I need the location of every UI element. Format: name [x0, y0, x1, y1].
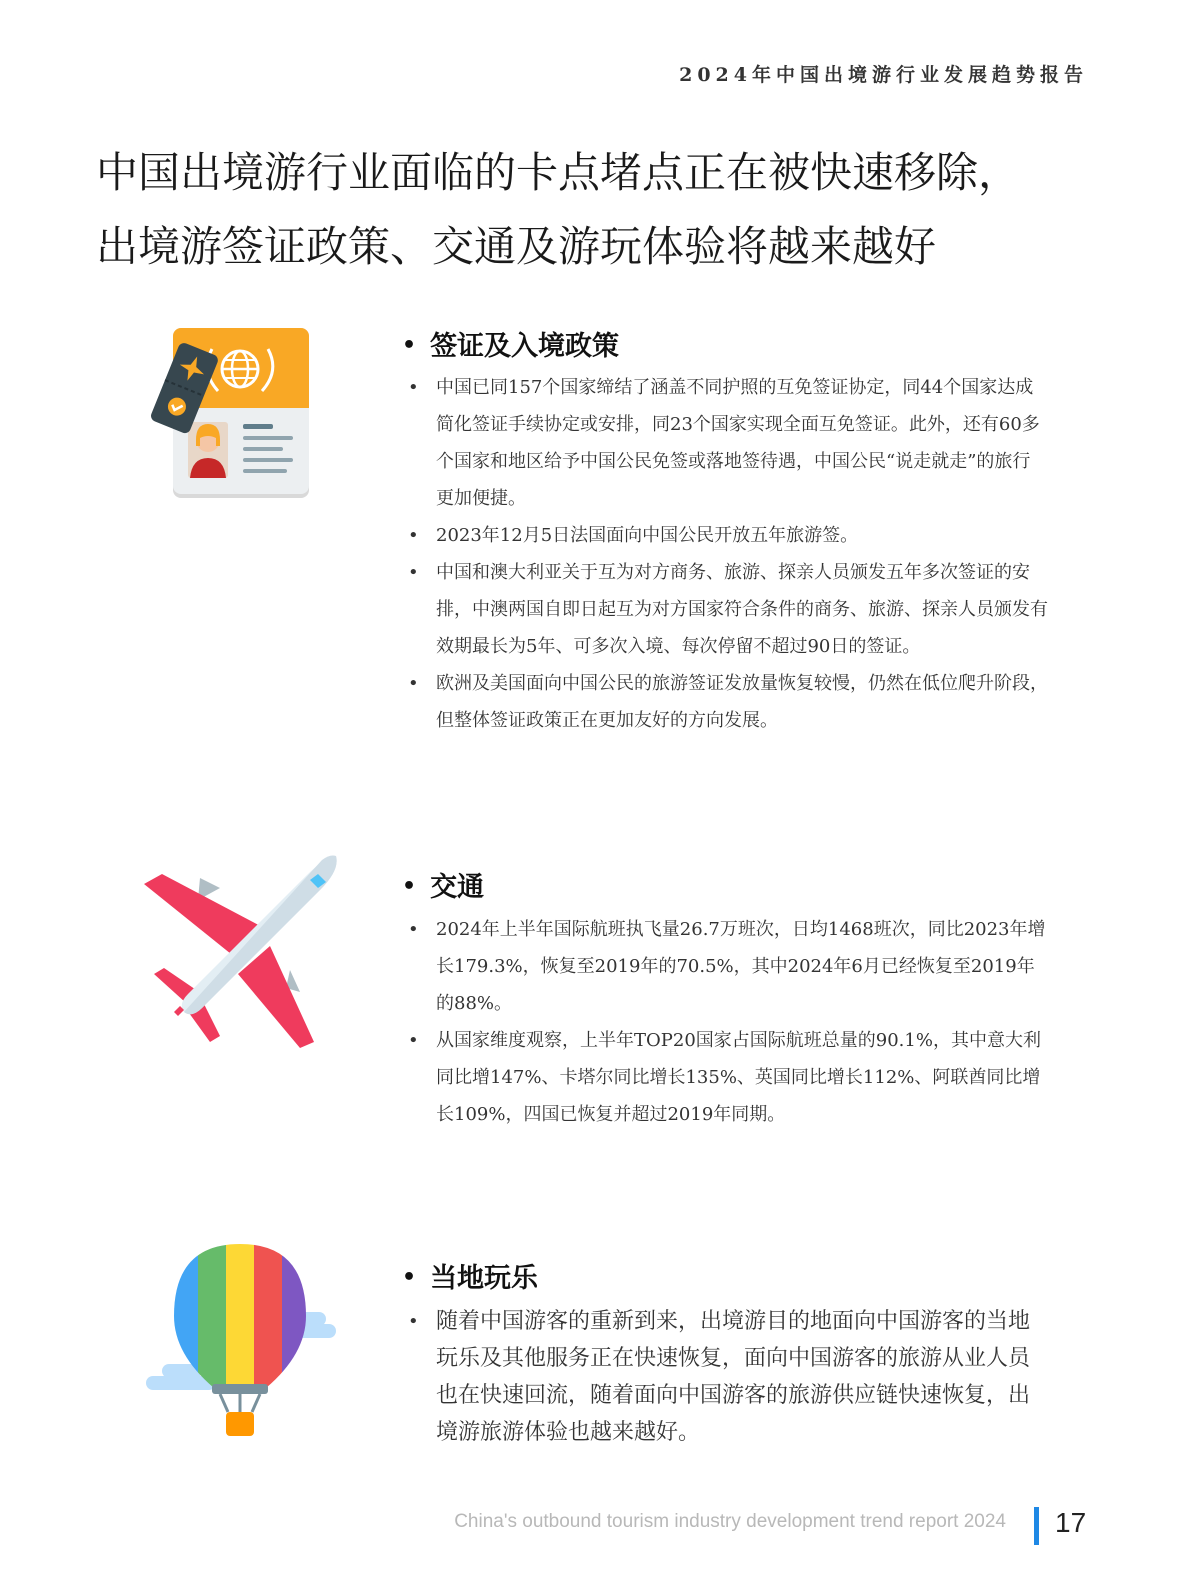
hot-air-balloon-icon	[140, 1240, 340, 1440]
list-item: • 中国和澳大利亚关于互为对方商务、旅游、探亲人员颁发五年多次签证的安排，中澳两国自即日起互为对方国家符合条件的商务、旅游、探亲人员颁发有效期最长为5年、可多次入境、每次停留不超过90日的签证。	[408, 554, 1048, 665]
page-title-line-1: 中国出境游行业面临的卡点堵点正在被快速移除，	[96, 148, 1021, 197]
bullet-list-local-fun	[408, 1303, 1048, 1451]
airplane-icon	[140, 850, 340, 1050]
page-footer	[0, 1507, 1184, 1547]
section-heading-visa: • 签证及入境政策	[402, 331, 620, 362]
page-title	[96, 136, 1096, 284]
bullet-list-transport	[408, 911, 1048, 1133]
footer-english-title: China's outbound tourism industry development trend report 2024	[454, 1511, 1006, 1532]
section-heading-local-fun: • 当地玩乐	[402, 1263, 539, 1294]
report-header: 2024年中国出境游行业发展趋势报告	[679, 64, 1088, 86]
list-item: • 2023年12月5日法国面向中国公民开放五年旅游签。	[408, 517, 1048, 554]
passport-icon	[140, 324, 315, 504]
list-item: • 欧洲及美国面向中国公民的旅游签证发放量恢复较慢，仍然在低位爬升阶段，但整体签证政策正在更加友好的方向发展。	[408, 665, 1048, 739]
list-item: • 2024年上半年国际航班执飞量26.7万班次，日均1468班次，同比2023年增长179.3%，恢复至2019年的70.5%，其中2024年6月已经恢复至2019年的88%。	[408, 911, 1048, 1022]
bullet-list-visa	[408, 369, 1048, 739]
list-item: • 从国家维度观察，上半年TOP20国家占国际航班总量的90.1%，其中意大利同比增147%、卡塔尔同比增长135%、英国同比增长112%、阿联酋同比增长109%，四国已恢复并超过2019年同期。	[408, 1022, 1048, 1133]
list-item: • 随着中国游客的重新到来，出境游目的地面向中国游客的当地玩乐及其他服务正在快速恢复，面向中国游客的旅游从业人员也在快速回流，随着面向中国游客的旅游供应链快速恢复，出境游旅游体验也越来越好。	[408, 1303, 1048, 1451]
section-heading-transport: • 交通	[402, 872, 485, 903]
footer-divider	[1034, 1507, 1039, 1545]
page-title-line-2: 出境游签证政策、交通及游玩体验将越来越好	[96, 222, 937, 271]
page-number: 17	[1055, 1507, 1087, 1538]
list-item: • 中国已同157个国家缔结了涵盖不同护照的互免签证协定，同44个国家达成简化签证手续协定或安排，同23个国家实现全面互免签证。此外，还有60多个国家和地区给予中国公民免签或落地签待遇，中国公民“说走就走”的旅行更加便捷。	[408, 369, 1048, 517]
